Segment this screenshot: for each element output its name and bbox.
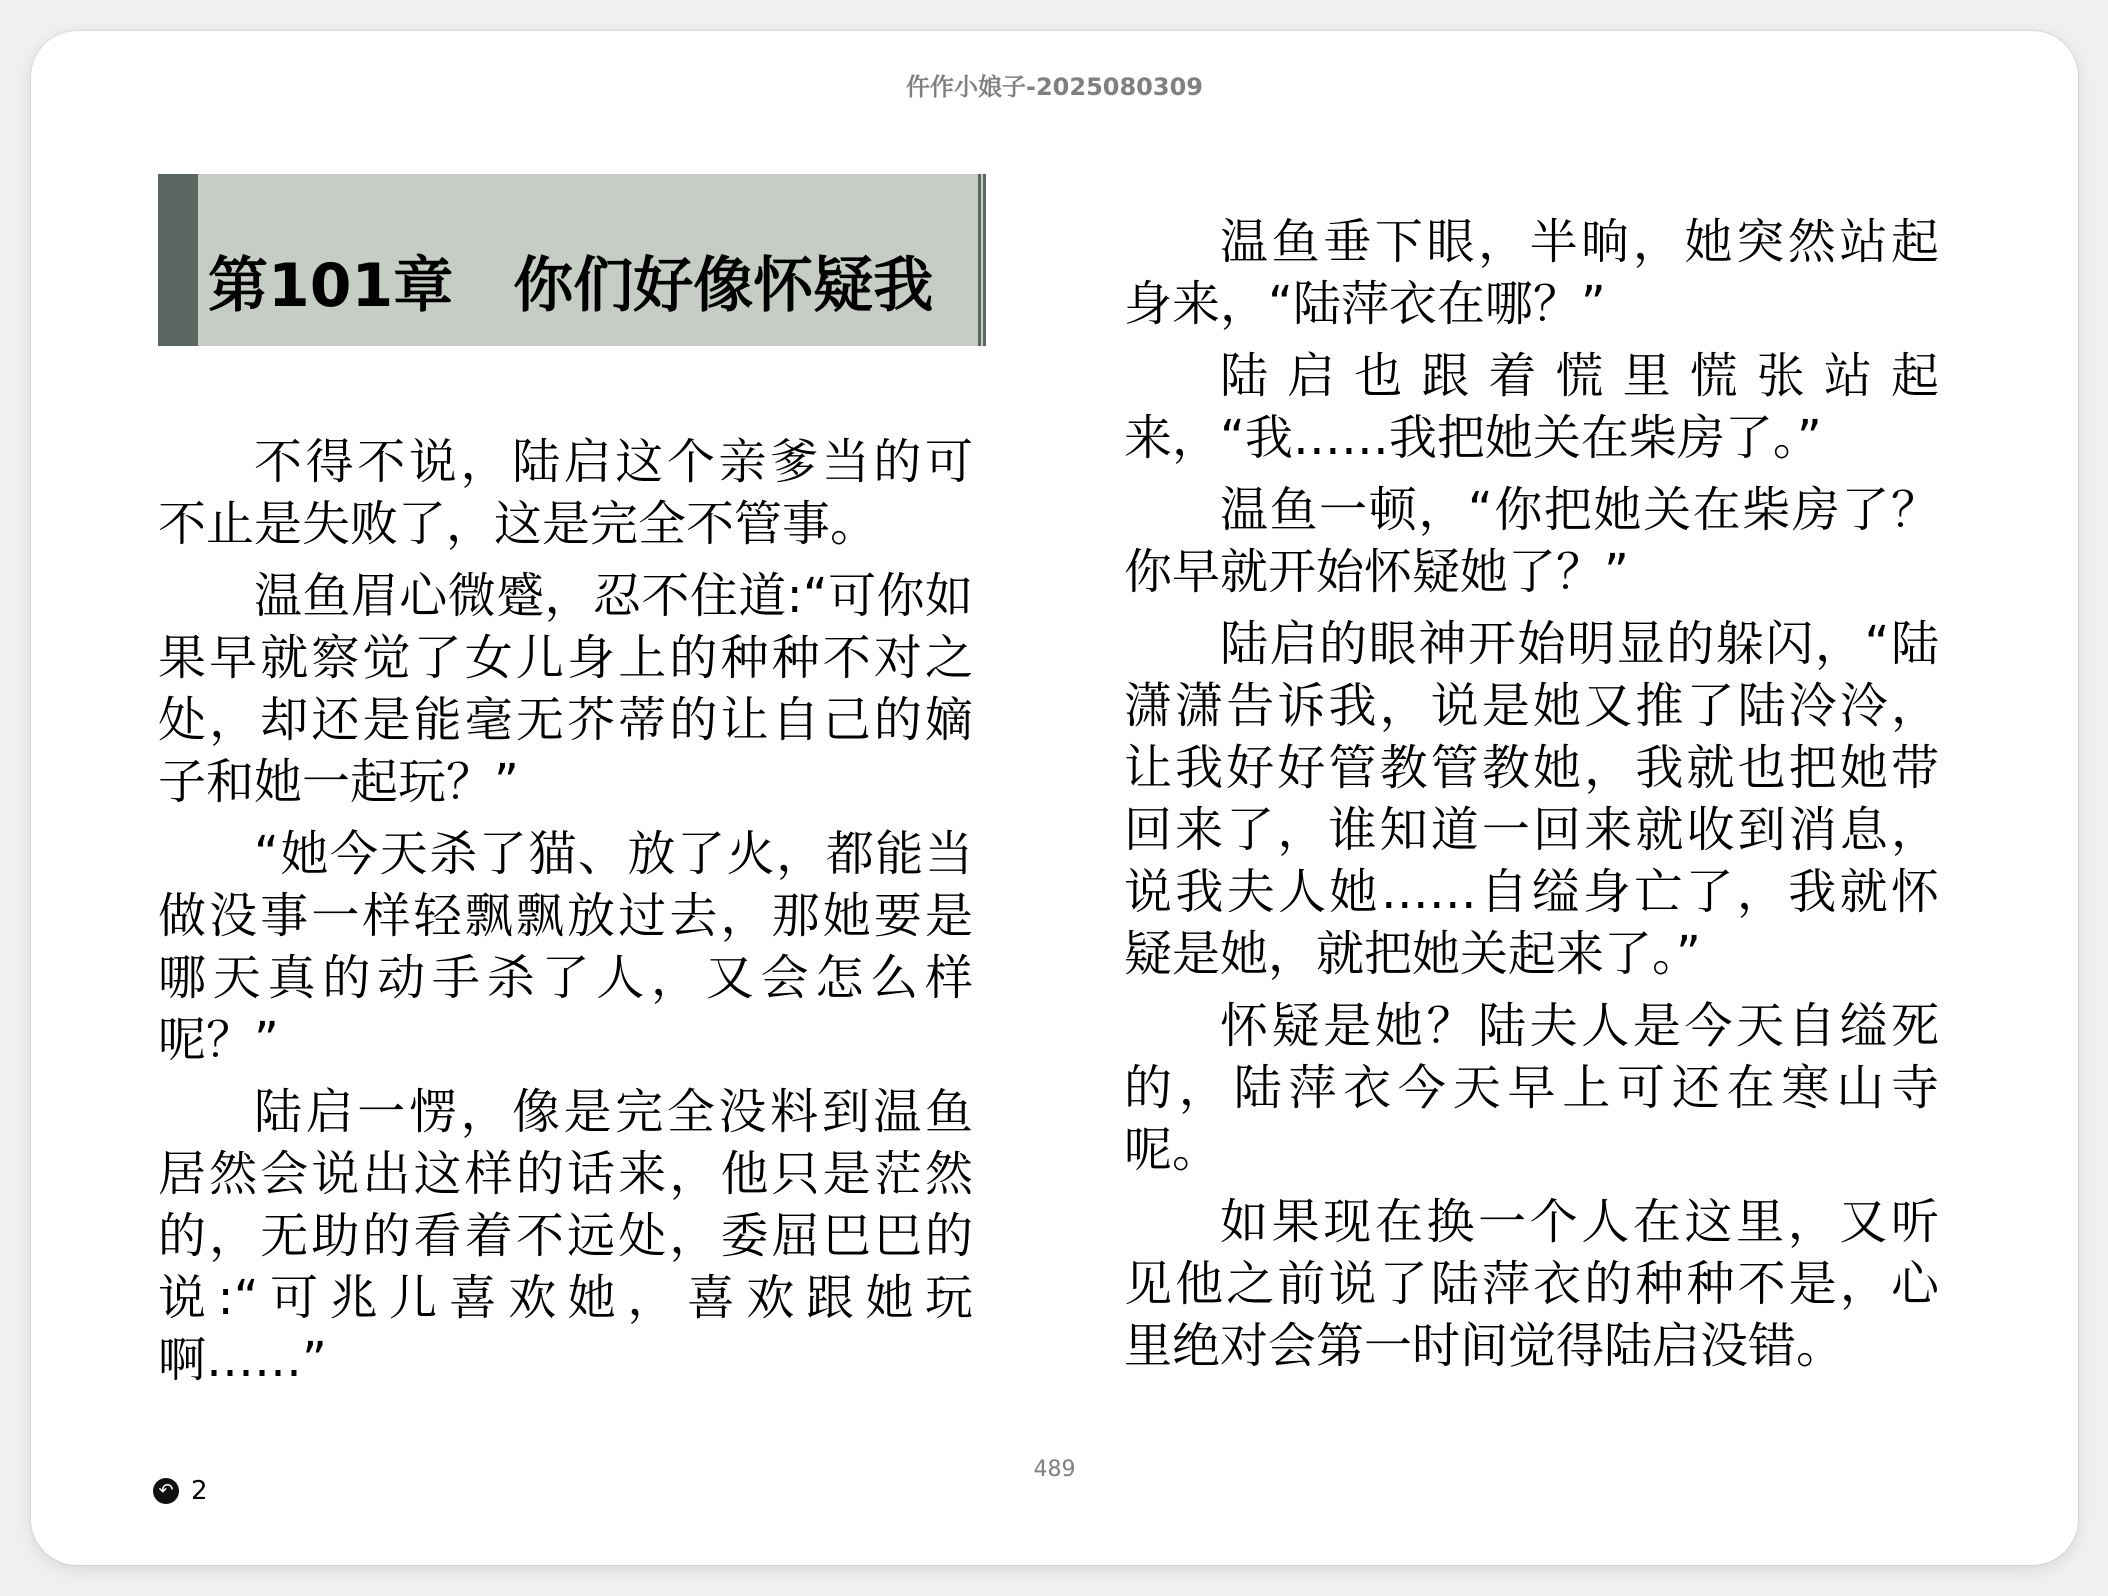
paragraph: 温鱼一顿，“你把她关在柴房了？你早就开始怀疑她了？” [1124,482,1939,600]
page-number: 489 [1033,1457,1076,1482]
paragraph: 陆启也跟着慌里慌张站起来，“我……我把她关在柴房了。” [1124,348,1939,466]
page-left-column [158,431,973,1401]
paragraph: 陆启一愣，像是完全没料到温鱼居然会说出这样的话来，他只是茫然的，无助的看着不远处，委屈巴巴的说:“可兆儿喜欢她，喜欢跟她玩啊……” [158,1084,973,1388]
back-count: 2 [191,1476,208,1506]
chapter-header-left-bar [158,174,198,346]
paragraph: 怀疑是她？陆夫人是今天自缢死的，陆萍衣今天早上可还在寒山寺呢。 [1124,998,1939,1178]
paragraph: 不得不说，陆启这个亲爹当的可不止是失败了，这是完全不管事。 [158,434,973,552]
page-right-column [1124,211,1939,1387]
chapter-header [158,174,986,346]
back-arrow-icon: ↶ [153,1478,179,1504]
chapter-title: 第101章 你们好像怀疑我 [208,251,934,321]
book-title: 仵作小娘子-2025080309 [906,73,1203,101]
paragraph: “她今天杀了猫、放了火，都能当做没事一样轻飘飘放过去，那她要是哪天真的动手杀了人，又会怎么样呢？” [158,826,973,1068]
paragraph: 温鱼垂下眼，半晌，她突然站起身来，“陆萍衣在哪？” [1124,214,1939,332]
back-button[interactable] [153,1476,208,1506]
paragraph: 如果现在换一个人在这里，又听见他之前说了陆萍衣的种种不是，心里绝对会第一时间觉得陆启没错。 [1124,1194,1939,1374]
paragraph: 温鱼眉心微蹙，忍不住道:“可你如果早就察觉了女儿身上的种种不对之处，却还是能毫无芥蒂的让自己的嫡子和她一起玩？” [158,568,973,810]
reader-window [31,31,2078,1565]
chapter-header-right-bar [978,174,986,346]
paragraph: 陆启的眼神开始明显的躲闪，“陆潇潇告诉我，说是她又推了陆泠泠，让我好好管教管教她，我就也把她带回来了，谁知道一回来就收到消息，说我夫人她……自缢身亡了，我就怀疑是她，就把她关起来了。” [1124,616,1939,982]
